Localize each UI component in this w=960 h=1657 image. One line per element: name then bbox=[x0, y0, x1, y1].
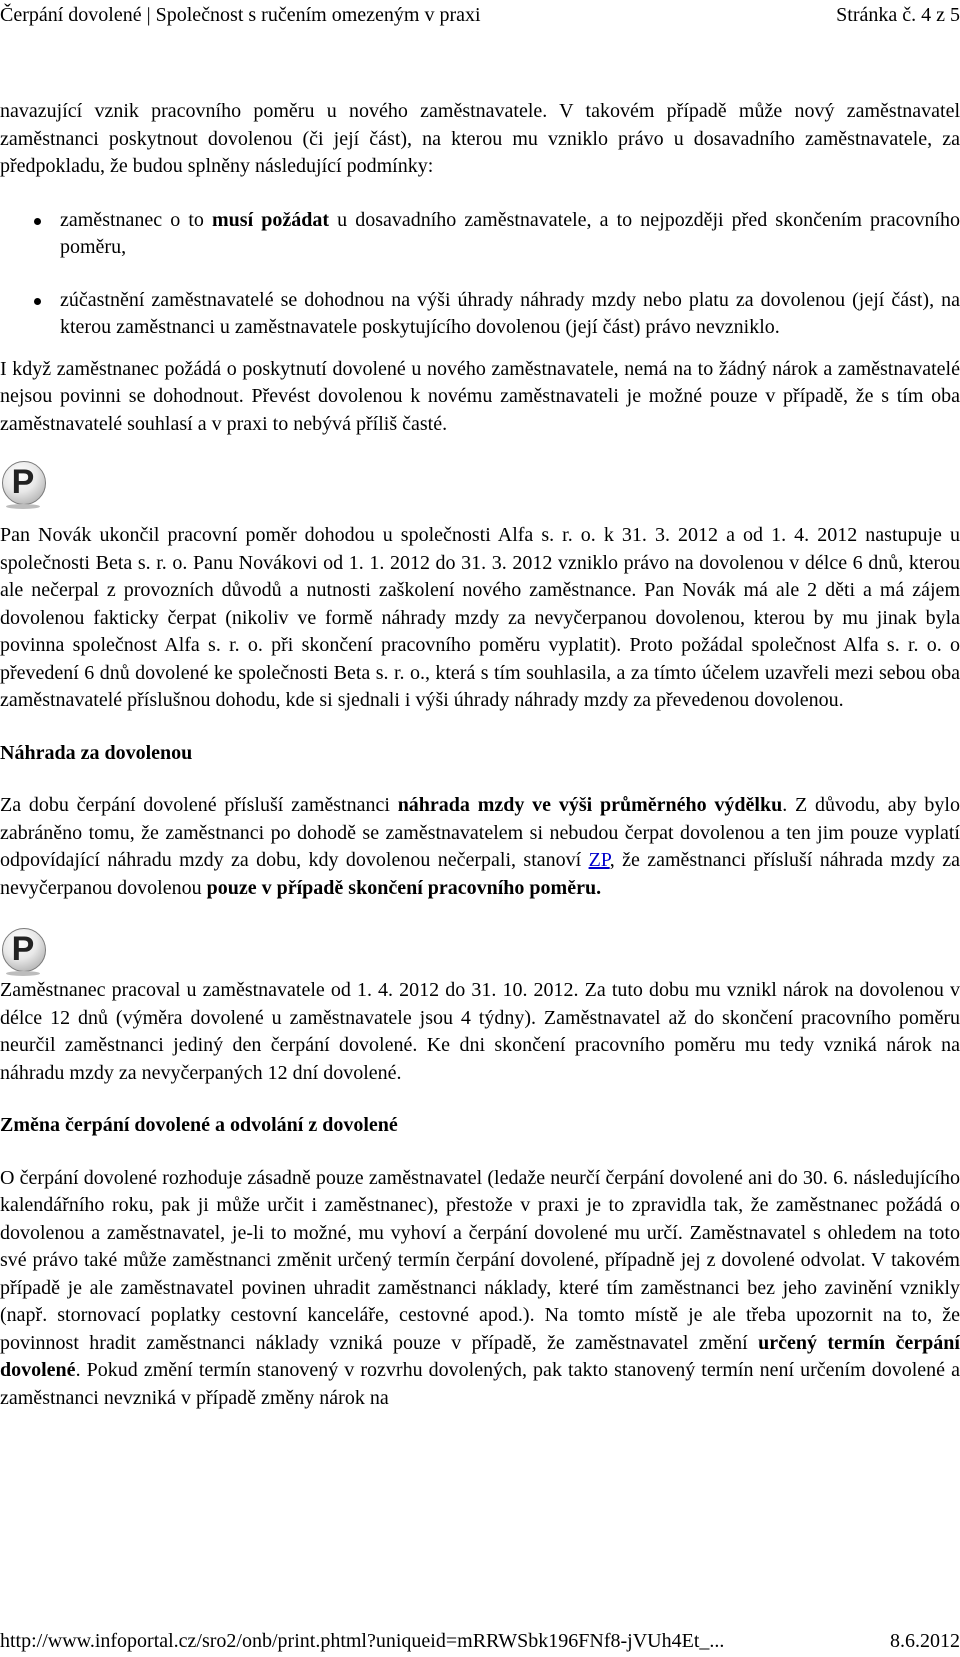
header-page-number: Stránka č. 4 z 5 bbox=[836, 4, 960, 26]
document-body bbox=[0, 98, 960, 1412]
section-heading-compensation: Náhrada za dovolenou bbox=[0, 741, 193, 764]
paragraph-change: O čerpání dovolené rozhoduje zásadně pouze zaměstnavatel (ledaže neurčí čerpání dovolené ani do 30. 6. následujícího kalendářního roku, pak ji může určit i zaměstnanec), přestože v praxi je to zpravidla tak, že zaměstnanec požádá o dovolenou a zaměstnavatel, je-li to možné, mu vyhoví a čerpání dovolené mu určí. Zaměstnavatel s ohledem na toto své právo také může zaměstnanci změnit určený termín čerpání dovolené, případně jej z dovolené odvolat. V takovém případě je ale zaměstnavatel povinen uhradit zaměstnanci náklady, které tím zaměstnanci bez jeho zavinění vznikly (např. stornovací poplatky cestovní kanceláře, cestovné apod.). Na tomto místě je ale třeba upozornit na to, že povinnost hradit zaměstnanci náklady vzniká pouze v případě, že zaměstnavatel změní určený termín čerpání dovolené. Pokud změní termín stanovený v rozvrhu dovolených, pak takto stanovený termín není určením dovolené a zaměstnanci nevzniká v případě změny nárok na bbox=[0, 1166, 960, 1409]
page-header bbox=[0, 2, 960, 28]
footer-date: 8.6.2012 bbox=[890, 1630, 960, 1652]
conditions-list bbox=[0, 207, 960, 342]
paragraph-transfer: I když zaměstnanec požádá o poskytnutí dovolené u nového zaměstnavatele, nemá na to žádný nárok a zaměstnavatelé nejsou povinni se dohodnout. Převést dovolenou k novému zaměstnavateli je možné pouze v případě, že s tím oba zaměstnavatelé souhlasí a v praxi to nebývá příliš časté. bbox=[0, 357, 960, 435]
header-title: Čerpání dovolené | Společnost s ručením omezeným v praxi bbox=[0, 4, 481, 26]
example-paragraph-1: Pan Novák ukončil pracovní poměr dohodou u společnosti Alfa s. r. o. k 31. 3. 2012 a od 1. 4. 2012 nastupuje u společnosti Beta s. r. o. Panu Novákovi od 1. 1. 2012 do 31. 3. 2012 vzniklo právo na dovolenou v délce 6 dnů, kterou ale nečerpal z provozních důvodů a nutnosti zaškolení nového zaměstnance. Pan Novák má ale 2 děti a má zájem dovolenou fakticky čerpat (nikoliv ve formě náhrady mzdy za nevyčerpanou dovolenou, kterou by mu jinak byla povinna společnost Alfa s. r. o. při skončení pracovního poměru vyplatit). Proto požádal společnost Alfa s. r. o. o převedení 6 dnů dovolené ke společnosti Beta s. r. o., která s tím souhlasila, a za tímto účelem uzavřeli mezi sebou oba zaměstnavatelé příslušnou dohodu, kde si sjednali i výši úhrady náhrady mzdy za převedenou dovolenou. bbox=[0, 524, 960, 711]
example-p-icon: P bbox=[0, 927, 46, 977]
section-heading-change: Změna čerpání dovolené a odvolání z dovolené bbox=[0, 1114, 398, 1136]
footer-url: http://www.infoportal.cz/sro2/onb/print.phtml?uniqueid=mRRWSbk196FNf8-jVUh4Et_... bbox=[0, 1630, 725, 1652]
bullet1-text-c: u dosavadního zaměstnavatele, a to nejpozději před skončením pracovního poměru, bbox=[60, 208, 960, 258]
example-p-icon: P bbox=[0, 460, 46, 510]
zp-link[interactable]: ZP bbox=[588, 849, 610, 871]
list-item: zúčastnění zaměstnavatelé se dohodnou na výši úhrady náhrady mzdy nebo platu za dovolenou (její část), na kterou zaměstnanci u zaměstnavatele poskytujícího dovolenou (její část) právo nevzniklo. bbox=[0, 287, 960, 342]
bullet1-text-bold: musí požádat bbox=[212, 208, 330, 231]
paragraph-compensation: Za dobu čerpání dovolené přísluší zaměstnanci náhrada mzdy ve výši průměrného výdělku. Z důvodu, aby bylo zabráněno tomu, že zaměstnanci po dohodě se zaměstnavatelem si nebudou čerpat dovolenou a ten jim pouze vyplatí odpovídající náhradu mzdy za dobu, kdy dovolenou nečerpali, stanoví ZP, že zaměstnanci přísluší náhrada mzdy za nevyčerpanou dovolenou pouze v případě skončení pracovního poměru. bbox=[0, 794, 960, 899]
intro-paragraph: navazující vznik pracovního poměru u nového zaměstnavatele. V takovém případě může nový zaměstnavatel zaměstnanci poskytnout dovolenou (či její část), na kterou mu vzniklo právo u dosavadního zaměstnavatele, za předpokladu, že budou splněny následující podmínky: bbox=[0, 100, 960, 177]
bullet1-text-a: zaměstnanec o to bbox=[60, 208, 212, 231]
example-paragraph-2: Zaměstnanec pracoval u zaměstnavatele od 1. 4. 2012 do 31. 10. 2012. Za tuto dobu mu vznikl nárok na dovolenou v délce 12 dnů (výměra dovolené u zaměstnavatele jsou 4 týdny). Zaměstnavatel až do skončení pracovního poměru neurčil zaměstnanci jediný den čerpání dovolené. Ke dni skončení pracovního poměru mu tedy vzniká nárok na náhradu mzdy za nevyčerpaných 12 dní dovolené. bbox=[0, 979, 960, 1084]
page-footer bbox=[0, 1628, 960, 1654]
list-item bbox=[0, 207, 960, 262]
